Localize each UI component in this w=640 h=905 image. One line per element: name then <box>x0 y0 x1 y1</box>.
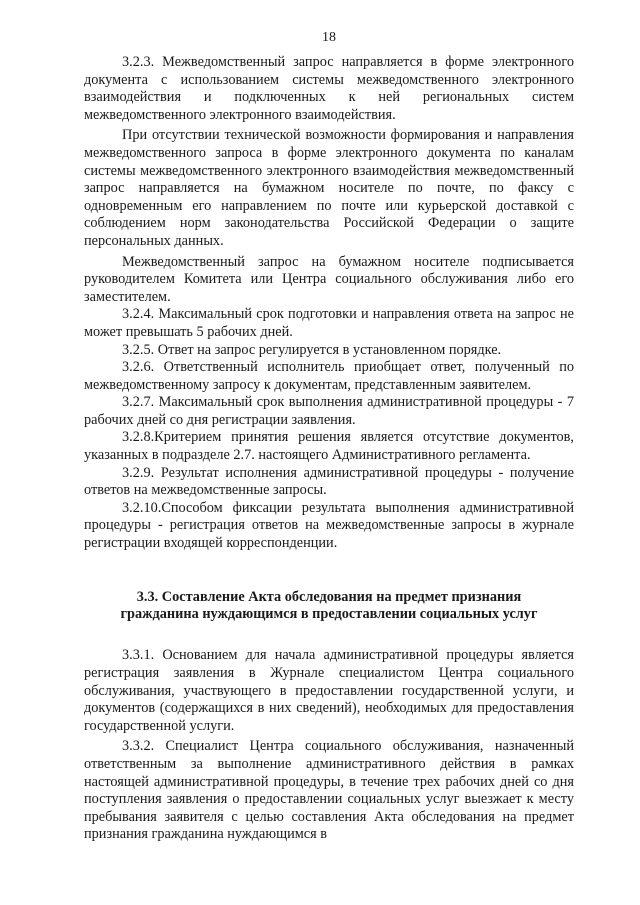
paragraph-3-2-8: 3.2.8.Критерием принятия решения является отсутствие документов, указанных в подразделе 2.7. настоящего Административного регламента. <box>84 429 574 464</box>
section-heading-3-3 <box>84 589 574 624</box>
paragraph-3-2-4: 3.2.4. Максимальный срок подготовки и направления ответа на запрос не может превышать 5 рабочих дней. <box>84 306 574 340</box>
paragraph-3-2-6: 3.2.6. Ответственный исполнитель приобщает ответ, полученный по межведомственному запросу к документам, представленным заявителем. <box>84 359 574 393</box>
section-heading-line-2: гражданина нуждающимся в предоставлении социальных услуг <box>120 606 538 623</box>
paragraph-3-2-7: 3.2.7. Максимальный срок выполнения административной процедуры - 7 рабочих дней со дня регистрации заявления. <box>84 394 574 428</box>
paragraph-3-2-3: 3.2.3. Межведомственный запрос направляется в форме электронного документа с использованием системы межведомственного электронного взаимодействия и подключенных к ней региональных систем межведомственного электронного взаимодействия. <box>84 54 574 123</box>
section-heading-line-1: 3.3. Составление Акта обследования на предмет признания <box>136 588 522 605</box>
paragraph-paper-request: Межведомственный запрос на бумажном носителе подписывается руководителем Комитета или Центра социального обслуживания либо его заместителем. <box>84 253 574 305</box>
paragraph-3-2-5: 3.2.5. Ответ на запрос регулируется в установленном порядке. <box>122 341 502 358</box>
paragraph-3-3-2: 3.3.2. Специалист Центра социального обслуживания, назначенный ответственным за выполнение административного действия в рамках настоящей административной процедуры, в течение трех рабочих дней со дня поступления заявления о предоставлении социальных услуг выезжает к месту пребывания заявителя с целью составления Акта обследования на предмет признания гражданина нуждающимся в <box>84 738 574 843</box>
paragraph-no-electronic: При отсутствии технической возможности формирования и направления межведомственного запроса в форме электронного документа по каналам системы межведомственного электронного взаимодействия межведомственный запрос направляется на бумажном носителе по почте, по факсу с одновременным его направлением по почте или курьерской доставкой с соблюдением норм законодательства Российской Федерации о защите персональных данных. <box>84 127 574 249</box>
paragraph-3-2-10: 3.2.10.Способом фиксации результата выполнения административной процедуры - регистрация ответов на межведомственные запросы в журнале регистрации входящей корреспонденции. <box>84 499 574 552</box>
page-number: 18 <box>322 30 336 45</box>
paragraph-3-3-1: 3.3.1. Основанием для начала административной процедуры является регистрация заявления в Журнале специалистом Центра социального обслуживания, участвующего в предоставлении государственной услуги, и документов (содержащихся в них сведений), необходимых для предоставления государственной услуги. <box>84 647 574 734</box>
paragraph-3-2-9: 3.2.9. Результат исполнения административной процедуры - получение ответов на межведомственные запросы. <box>84 464 574 499</box>
